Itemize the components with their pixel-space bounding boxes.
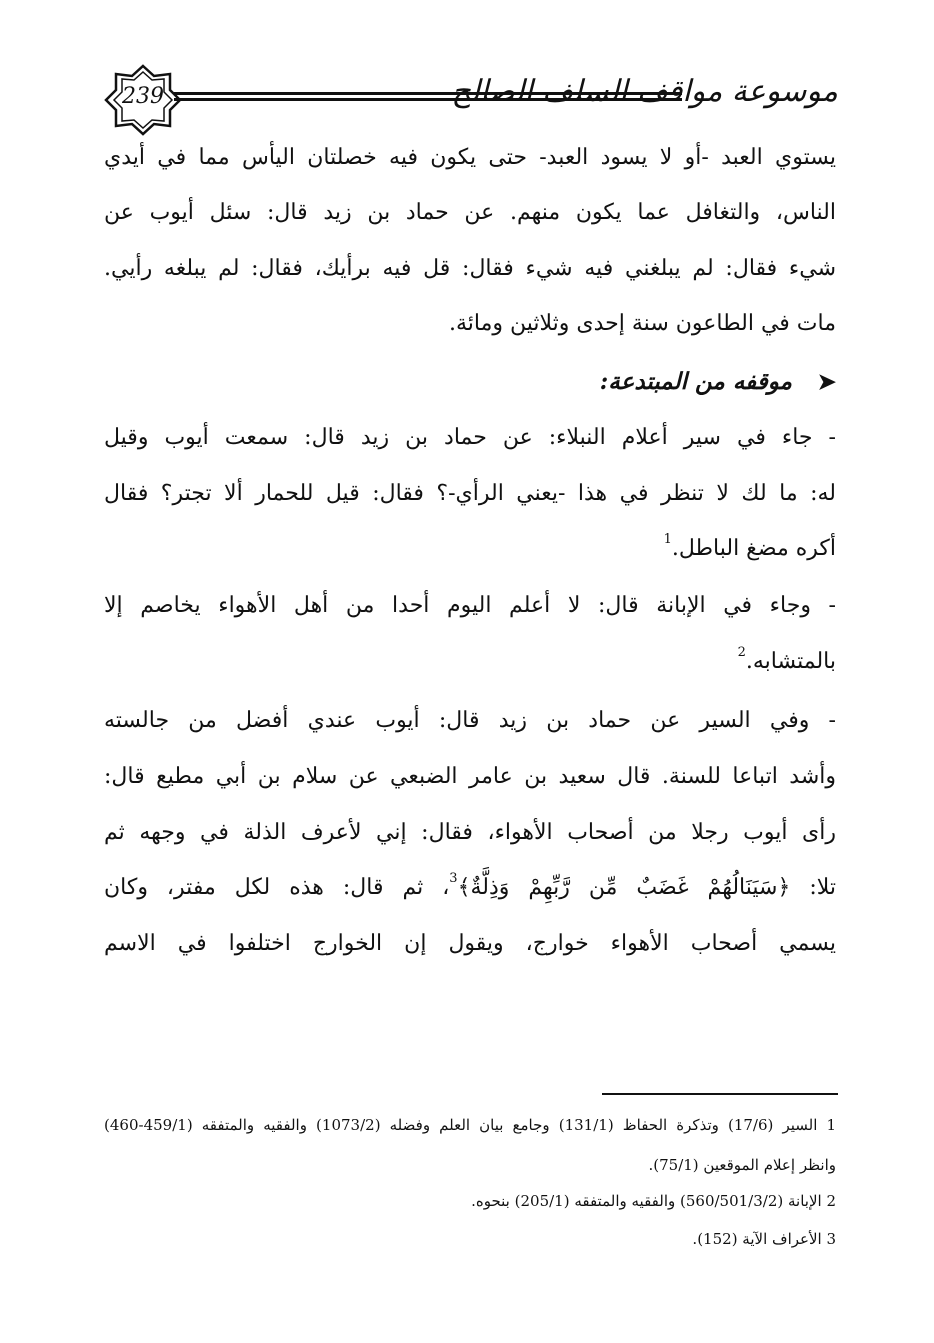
footnote: وانظر إعلام الموقعين (75/1). — [648, 1156, 836, 1174]
section-heading-text: موقفه من المبتدعة: — [599, 368, 792, 395]
footnote: 3 الأعراف الآية (152). — [692, 1230, 836, 1248]
footnote-separator — [602, 1093, 838, 1095]
text-line: يسمي أصحاب الأهواء خوارج، ويقول إن الخوارج اختلفوا في الاسم — [104, 931, 836, 956]
text-line: - جاء في سير أعلام النبلاء: عن حماد بن زيد قال: سمعت أيوب وقيل — [104, 425, 836, 450]
text-line: يستوي العبد -أو لا يسود العبد- حتى يكون فيه خصلتان اليأس مما في أيدي — [104, 145, 836, 170]
footnote-ref: 3 — [449, 871, 458, 886]
section-heading — [104, 360, 836, 404]
text-segment: ، ثم قال: هذه لكل مفتر، وكان — [104, 875, 450, 900]
text-line: - وفي السير عن حماد بن زيد قال: أيوب عندي أفضل من جالسته — [104, 708, 836, 733]
footnote: 2 الإبانة (560/501/3/2) والفقيه والمتفقه (205/1) بنحوه. — [471, 1192, 836, 1210]
text-segment: أكره مضغ الباطل. — [671, 536, 836, 561]
text-line — [104, 527, 836, 571]
text-line — [104, 866, 836, 910]
text-segment: بالمتشابه. — [745, 649, 836, 674]
page-number-badge — [104, 64, 174, 134]
footnote-ref: 2 — [737, 645, 746, 660]
text-line: مات في الطاعون سنة إحدى وثلاثين ومائة. — [449, 311, 836, 336]
footnote-ref: 1 — [663, 532, 672, 547]
text-line: الناس، والتغافل عما يكون منهم. عن حماد بن زيد قال: سئل أيوب عن — [104, 200, 836, 225]
text-line: رأى أيوب رجلا من أصحاب الأهواء، فقال: إني لأعرف الذلة في وجهه ثم — [104, 820, 836, 845]
text-line: - وجاء في الإبانة قال: لا أعلم اليوم أحدا من أهل الأهواء يخاصم إلا — [104, 593, 836, 618]
arrow-bullet-icon: ➤ — [817, 369, 836, 395]
quran-quote: تلا: ﴿سَيَنَالُهُمْ غَضَبٌ مِّن رَّبِّهِمْ وَذِلَّةٌ﴾ — [457, 875, 836, 900]
book-title: موسوعة مواقف السلف الصالح — [451, 74, 838, 109]
text-line: وأشد اتباعا للسنة. قال سعيد بن عامر الضبعي عن سلام بن أبي مطيع قال: — [104, 764, 836, 789]
footnote: 1 السير (17/6) وتذكرة الحفاظ (131/1) وجامع بيان العلم وفضله (1073/2) والفقيه والمتفقه (459/1-460) — [104, 1116, 836, 1134]
page-number: 239 — [122, 84, 164, 109]
page-header — [100, 62, 838, 140]
text-line — [104, 640, 836, 684]
text-line: شيء فقال: لم يبلغني فيه شيء فقال: قل فيه برأيك، فقال: لم يبلغه رأيي. — [104, 256, 836, 281]
text-line: له: ما لك لا تنظر في هذا -يعني الرأي-؟ فقال: قيل للحمار ألا تجتر؟ فقال — [104, 481, 836, 506]
